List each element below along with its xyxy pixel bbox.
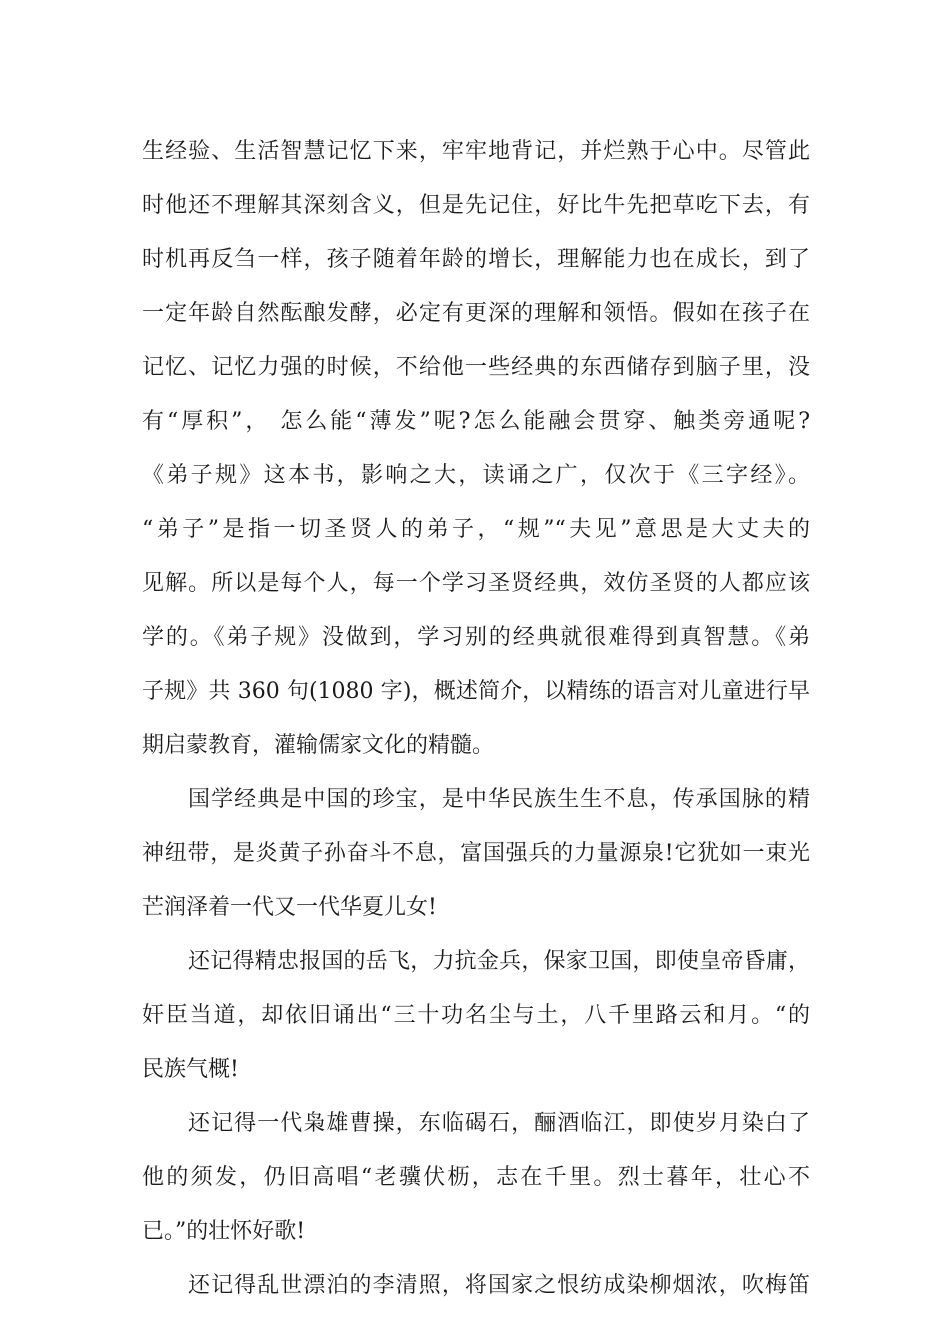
text-line: 生经验、生活智慧记忆下来，牢牢地背记，并烂熟于心中。尽管此 <box>142 139 810 164</box>
text-line: 时他还不理解其深刻含义，但是先记住，好比牛先把草吃下去，有 <box>142 193 810 218</box>
paragraph-first-line: 还记得一代枭雄曹操，东临碣石，酾酒临江，即使岁月染白了 <box>188 1111 810 1136</box>
text-line: 民族气概! <box>142 1057 239 1082</box>
text-line: 期启蒙教育，灌输儒家文化的精髓。 <box>142 733 495 758</box>
text-line: 时机再反刍一样，孩子随着年龄的增长，理解能力也在成长，到了 <box>142 247 810 272</box>
text-line: 见解。所以是每个人，每一个学习圣贤经典，效仿圣贤的人都应该 <box>142 571 810 596</box>
paragraph-first-line: 还记得精忠报国的岳飞，力抗金兵，保家卫国，即使皇帝昏庸， <box>188 949 810 974</box>
text-line: 《弟子规》这本书，影响之大，读诵之广，仅次于《三字经》。 <box>142 463 810 488</box>
text-line: 有“厚积”， 怎么能“薄发”呢?怎么能融会贯穿、触类旁通呢? <box>142 409 810 434</box>
paragraph-first-line: 国学经典是中国的珍宝，是中华民族生生不息，传承国脉的精 <box>188 787 810 812</box>
text-line: 奸臣当道，却依旧诵出“三十功名尘与土，八千里路云和月。“的 <box>142 1003 810 1028</box>
text-line: 芒润泽着一代又一代华夏儿女! <box>142 895 437 920</box>
text-line: 学的。《弟子规》没做到，学习别的经典就很难得到真智慧。《弟 <box>142 625 810 650</box>
text-line: 子规》共 360 句(1080 字)，概述简介，以精练的语言对儿童进行早 <box>142 679 810 704</box>
text-line: 记忆、记忆力强的时候，不给他一些经典的东西储存到脑子里，没 <box>142 355 810 380</box>
text-line: 一定年龄自然酝酿发酵，必定有更深的理解和领悟。假如在孩子在 <box>142 301 810 326</box>
text-line: “弟子”是指一切圣贤人的弟子，“规”“夫见”意思是大丈夫的 <box>142 517 810 542</box>
text-line: 已。”的壮怀好歌! <box>142 1219 306 1244</box>
paragraph-first-line: 还记得乱世漂泊的李清照，将国家之恨纺成染柳烟浓，吹梅笛 <box>188 1273 810 1298</box>
text-line: 神纽带，是炎黄子孙奋斗不息，富国强兵的力量源泉!它犹如一束光 <box>142 841 810 866</box>
text-line: 他的须发，仍旧高唱“老骥伏枥，志在千里。烈士暮年，壮心不 <box>142 1165 810 1190</box>
body-text <box>142 125 810 1313</box>
